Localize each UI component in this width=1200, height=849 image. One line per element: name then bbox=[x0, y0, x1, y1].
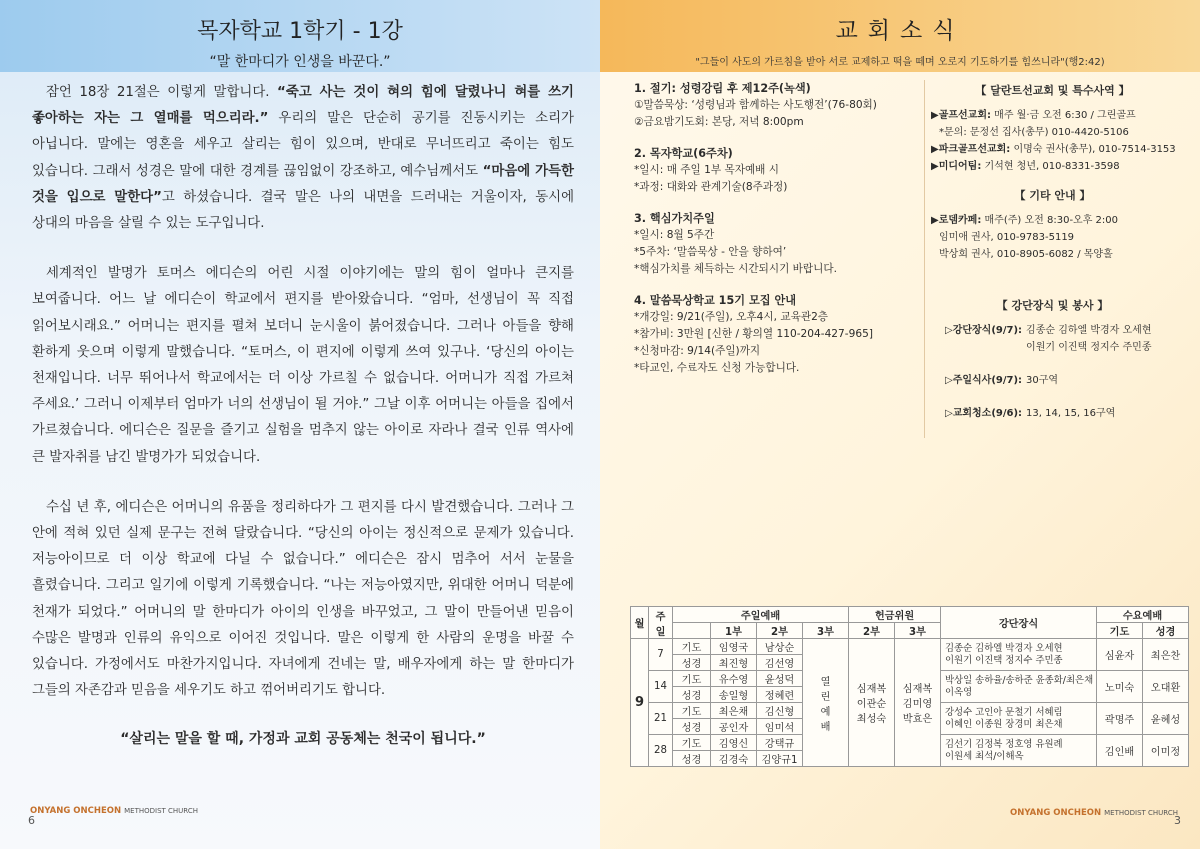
offering-3-cell bbox=[895, 639, 941, 767]
etc-title: 【 기타 안내 】 bbox=[1014, 189, 1091, 202]
wed-bible-cell: 오대환 bbox=[1143, 671, 1189, 703]
altar-cell bbox=[941, 735, 1097, 767]
info-line bbox=[931, 124, 1174, 141]
notice-line: ①말씀묵상: ‘성령님과 함께하는 사도행전’(76-80회) bbox=[634, 99, 877, 111]
lesson-paragraph-2: 세계적인 발명가 토머스 에디슨의 어린 시절 이야기에는 말의 힘이 얼마나 큰지를 보여줍니다. 어느 날 에디슨이 학교에서 편지를 받아왔습니다. “엄마, 선생님이 꼭 직접 읽어보시래요.” 어머니는 편지를 펼쳐 보더니 눈시울이 붉어졌습니다. 그러나 아들을 향해 환하게 웃으며 이렇게 말했습니다. “토머스, 이 편지에 이렇게 쓰여 있구나. ‘당신의 아이는 천재입니다. 너무 뛰어나서 학교에서는 더 이상 가르칠 수 없습니다. 어머니가 직접 가르쳐 주세요.’ 그러니 이제부터 엄마가 너의 선생님이 될 거야.” 그날 이후 어머니는 아들을 집에서 가르쳤습니다. 에디슨은 질문을 즐기고 실험을 멈추지 않는 아이로 자라나 결국 인류 역사에 큰 발자취를 남긴 발명가가 되었습니다. bbox=[32, 266, 574, 465]
notice-line: *개강일: 9/21(주일), 오후4시, 교육관2층 bbox=[634, 311, 829, 323]
text-run: 우리의 말은 단순히 공기를 진동시키는 소리가 아닙니다. 말에는 영혼을 세우고 살리는 힘이 있으며, 반대로 무너뜨리고 죽이는 힘도 있습니다. 그래서 성경은 말에 대한 경계를 끊임없이 강조하고, 예수님께서도 bbox=[32, 111, 574, 179]
wed-pray-cell: 곽명주 bbox=[1097, 703, 1143, 735]
info-line bbox=[931, 158, 1174, 175]
church-brand-right bbox=[1010, 808, 1178, 818]
offering-name: 최성숙 bbox=[856, 714, 887, 725]
offering-name: 박효은 bbox=[902, 714, 933, 725]
wed-pray-cell: 노미숙 bbox=[1097, 671, 1143, 703]
notice-item bbox=[634, 80, 924, 131]
header-bible: 성경 bbox=[1143, 623, 1189, 639]
notice-heading: 3. 핵심가치주일 bbox=[634, 212, 715, 225]
info-value: 이명숙 권사(총무), 010-7514-3153 bbox=[1010, 144, 1176, 155]
wed-bible-cell: 이미정 bbox=[1143, 735, 1189, 767]
lesson-paragraph-1 bbox=[32, 80, 574, 237]
header-month: 월 bbox=[631, 607, 649, 639]
mission-list bbox=[931, 107, 1174, 175]
open-worship-char: 예 bbox=[820, 706, 831, 718]
news-title: 교회소식 bbox=[835, 18, 965, 44]
duty-cell: 공인자 bbox=[711, 719, 757, 735]
page-number-left: 6 bbox=[28, 814, 35, 827]
header-2: 2부 bbox=[757, 623, 803, 639]
text-run: 잠언 18장 21절은 이렇게 말합니다. bbox=[46, 85, 278, 100]
page-number-right: 3 bbox=[1174, 814, 1181, 827]
altar-name-line: 이원세 최석/이해옥 bbox=[945, 750, 1024, 762]
open-worship-cell bbox=[803, 639, 849, 767]
info-key: ▶로뎀카페: bbox=[931, 215, 982, 226]
duty-cell: 윤성덕 bbox=[757, 671, 803, 687]
mission-title: 【 달란트선교회 및 특수사역 】 bbox=[975, 84, 1130, 97]
duty-cell: 기도 bbox=[673, 639, 711, 655]
header-1: 1부 bbox=[711, 623, 757, 639]
altar-list bbox=[931, 322, 1174, 422]
lesson-header bbox=[0, 0, 600, 72]
altar-cell bbox=[941, 703, 1097, 735]
news-header bbox=[600, 0, 1200, 72]
brand-sub: METHODIST CHURCH bbox=[1104, 809, 1178, 817]
etc-list bbox=[931, 212, 1174, 263]
wed-pray-cell: 심윤자 bbox=[1097, 639, 1143, 671]
altar-name-line: 김선기 김정복 정호영 유원례 bbox=[945, 738, 1063, 750]
duty-cell: 기도 bbox=[673, 735, 711, 751]
duty-table bbox=[630, 606, 1189, 767]
info-line bbox=[931, 246, 1174, 263]
duty-cell: 성경 bbox=[673, 687, 711, 703]
notice-line: *신청마감: 9/14(주일)까지 bbox=[634, 345, 761, 357]
church-brand-left bbox=[30, 806, 198, 816]
notice-line: *핵심가치를 체득하는 시간되시기 바랍니다. bbox=[634, 263, 837, 275]
altar-item bbox=[945, 322, 1174, 356]
duty-cell: 김양규1 bbox=[757, 751, 803, 767]
notice-line: *5주차: ‘말씀묵상 - 안을 향하여’ bbox=[634, 246, 787, 258]
week-cell: 21 bbox=[649, 703, 673, 735]
notice-column bbox=[634, 80, 924, 391]
open-worship-char: 열 bbox=[820, 676, 831, 688]
week-cell: 14 bbox=[649, 671, 673, 703]
duty-cell: 성경 bbox=[673, 655, 711, 671]
week-cell: 28 bbox=[649, 735, 673, 767]
notice-item bbox=[634, 145, 924, 196]
duty-cell: 강택규 bbox=[757, 735, 803, 751]
header-pray: 기도 bbox=[1097, 623, 1143, 639]
open-worship-char: 배 bbox=[820, 721, 831, 733]
lesson-body bbox=[0, 72, 600, 748]
month-cell: 9 bbox=[631, 639, 649, 767]
altar-key: ▷강단장식(9/7): bbox=[945, 325, 1023, 336]
altar-name-line: 강성수 고인아 문철기 서혜림 bbox=[945, 706, 1063, 718]
bold-quote: “죽고 사는 것이 혀의 힘에 달렸나니 혀를 쓰기 좋아하는 자는 그 열매를 먹으리라.” bbox=[32, 85, 574, 127]
notice-line: *참가비: 3만원 [신한 / 황의열 110-204-427-965] bbox=[634, 328, 873, 340]
info-line bbox=[931, 212, 1174, 229]
altar-cell bbox=[941, 671, 1097, 703]
altar-line: 13, 14, 15, 16구역 bbox=[1026, 408, 1116, 419]
info-value: 매주(주) 오전 8:30-오후 2:00 bbox=[981, 215, 1119, 226]
notice-item bbox=[634, 210, 924, 278]
duty-cell: 임미석 bbox=[757, 719, 803, 735]
brand-name: ONYANG ONCHEON bbox=[1010, 808, 1102, 818]
duty-cell: 임영국 bbox=[711, 639, 757, 655]
header-blank bbox=[673, 623, 711, 639]
duty-cell: 기도 bbox=[673, 703, 711, 719]
altar-line: 30구역 bbox=[1026, 375, 1059, 386]
notice-heading: 1. 절기: 성령강림 후 제12주(녹색) bbox=[634, 82, 811, 95]
duty-cell: 성경 bbox=[673, 751, 711, 767]
notice-line: ②금요밤기도회: 본당, 저녁 8:00pm bbox=[634, 116, 804, 128]
header-week: 주일 bbox=[649, 607, 673, 639]
duty-cell: 유수영 bbox=[711, 671, 757, 687]
notice-item bbox=[634, 292, 924, 377]
duty-cell: 기도 bbox=[673, 671, 711, 687]
altar-value bbox=[1026, 372, 1058, 389]
offering-name: 김미영 bbox=[902, 699, 933, 710]
altar-line: 김종순 김하엘 박경자 오세현 bbox=[1026, 325, 1152, 336]
lesson-subtitle: “말 한마디가 인생을 바꾼다.” bbox=[209, 54, 391, 70]
header-offering: 헌금위원 bbox=[849, 607, 941, 623]
offering-name: 심재복 bbox=[856, 684, 887, 695]
altar-item bbox=[945, 372, 1174, 389]
notice-line: *타교인, 수료자도 신청 가능합니다. bbox=[634, 362, 800, 374]
text-run: 고 하셨습니다. 결국 말은 나의 내면을 드러내는 거울이자, 동시에 상대의 마음을 살릴 수 있는 도구입니다. bbox=[32, 189, 575, 232]
closing-quote: “살리는 말을 할 때, 가정과 교회 공동체는 천국이 됩니다.” bbox=[120, 731, 486, 748]
info-line bbox=[931, 107, 1174, 124]
brand-name: ONYANG ONCHEON bbox=[30, 806, 122, 816]
altar-name-line: 이원기 이진택 정지수 주민종 bbox=[945, 654, 1063, 666]
notice-line: *일시: 8월 5주간 bbox=[634, 229, 715, 241]
notice-heading: 4. 말씀묵상학교 15기 모집 안내 bbox=[634, 294, 797, 307]
info-value: 매주 월·금 오전 6:30 / 그린골프 bbox=[991, 110, 1136, 121]
header-sunday: 주일예배 bbox=[673, 607, 849, 623]
info-value: 기석현 청년, 010-8331-3598 bbox=[981, 161, 1120, 172]
service-column bbox=[924, 80, 1174, 438]
duty-cell: 남상순 bbox=[757, 639, 803, 655]
header-o3: 3부 bbox=[895, 623, 941, 639]
brand-sub: METHODIST CHURCH bbox=[124, 807, 198, 815]
info-key: ▶골프선교회: bbox=[931, 110, 991, 121]
altar-name-line: 박상일 송하율/송하준 윤종화/최은채 bbox=[945, 674, 1094, 686]
altar-name-line: 이혜인 이종원 장경미 최은채 bbox=[945, 718, 1063, 730]
altar-value bbox=[1026, 322, 1151, 356]
altar-cell bbox=[941, 639, 1097, 671]
notice-line: *과정: 대화와 관계기술(8주과정) bbox=[634, 181, 788, 193]
header-o2: 2부 bbox=[849, 623, 895, 639]
table-row bbox=[631, 639, 1189, 655]
altar-name-line: 이옥영 bbox=[945, 686, 973, 698]
duty-cell: 김영신 bbox=[711, 735, 757, 751]
altar-value bbox=[1026, 405, 1115, 422]
info-value: 임미애 권사, 010-9783-5119 bbox=[939, 232, 1075, 243]
open-worship-char: 린 bbox=[820, 691, 831, 703]
info-line bbox=[931, 141, 1174, 158]
duty-cell: 김경숙 bbox=[711, 751, 757, 767]
header-altar: 강단장식 bbox=[941, 607, 1097, 639]
wed-bible-cell: 최은찬 bbox=[1143, 639, 1189, 671]
altar-key: ▷주일식사(9/7): bbox=[945, 375, 1023, 386]
duty-cell: 최은채 bbox=[711, 703, 757, 719]
notice-line: *일시: 매 주일 1부 목자예배 시 bbox=[634, 164, 780, 176]
info-value: *문의: 문정선 집사(총무) 010-4420-5106 bbox=[939, 127, 1129, 138]
altar-line: 이원기 이진택 정지수 주민종 bbox=[1026, 342, 1152, 353]
wed-bible-cell: 윤혜성 bbox=[1143, 703, 1189, 735]
info-key: ▶파크골프선교회: bbox=[931, 144, 1011, 155]
duty-cell: 최진형 bbox=[711, 655, 757, 671]
altar-item bbox=[945, 405, 1174, 422]
info-line bbox=[931, 229, 1174, 246]
duty-cell: 김선영 bbox=[757, 655, 803, 671]
header-3: 3부 bbox=[803, 623, 849, 639]
altar-title: 【 강단장식 및 봉사 】 bbox=[996, 299, 1109, 312]
lesson-paragraph-3: 수십 년 후, 에디슨은 어머니의 유품을 정리하다가 그 편지를 다시 발견했습니다. 그러나 그 안에 적혀 있던 실제 문구는 전혀 달랐습니다. “당신의 아이는 정신적으로 문제가 있습니다. 저능아이므로 더 이상 학교에 다닐 수 없습니다.” 에디슨은 잠시 멈추어 서서 눈물을 흘렸습니다. 그리고 일기에 이렇게 기록했습니다. “나는 저능아였지만, 위대한 어머니 덕분에 천재가 되었다.” 어머니의 말 한마디가 아이의 인생을 바꾸었고, 그 말이 만들어낸 믿음이 수많은 발명과 인류의 유익으로 이어진 것입니다. 말은 이렇게 한 사람의 운명을 바꿀 수 있습니다. 가정에서도 마찬가지입니다. 자녀에게 건네는 말, 배우자에게 하는 말 한마디가 그들의 자존감과 믿음을 세우기도 하고 꺾어버리기도 합니다. bbox=[32, 499, 574, 699]
altar-name-line: 김종순 김하엘 박경자 오세현 bbox=[945, 642, 1063, 654]
offering-name: 이관순 bbox=[856, 699, 887, 710]
duty-cell: 송일형 bbox=[711, 687, 757, 703]
notice-heading: 2. 목자학교(6주차) bbox=[634, 147, 733, 160]
altar-key: ▷교회청소(9/6): bbox=[945, 408, 1023, 419]
duty-cell: 김신형 bbox=[757, 703, 803, 719]
wed-pray-cell: 김인배 bbox=[1097, 735, 1143, 767]
news-subtitle: "그들이 사도의 가르침을 받아 서로 교제하고 떡을 떼며 오로지 기도하기를 힘쓰니라"(행2:42) bbox=[695, 57, 1105, 68]
header-wed: 수요예배 bbox=[1097, 607, 1189, 623]
bold-quote: “마음에 가득한 것을 입으로 말한다” bbox=[32, 163, 574, 205]
duty-cell: 정혜련 bbox=[757, 687, 803, 703]
info-key: ▶미디어팀: bbox=[931, 161, 982, 172]
offering-name: 심재복 bbox=[902, 684, 933, 695]
offering-2-cell bbox=[849, 639, 895, 767]
lesson-title: 목자학교 1학기 - 1강 bbox=[197, 19, 403, 44]
info-value: 박상희 권사, 010-8905-6082 / 목양홀 bbox=[939, 249, 1113, 260]
week-cell: 7 bbox=[649, 639, 673, 671]
duty-cell: 성경 bbox=[673, 719, 711, 735]
